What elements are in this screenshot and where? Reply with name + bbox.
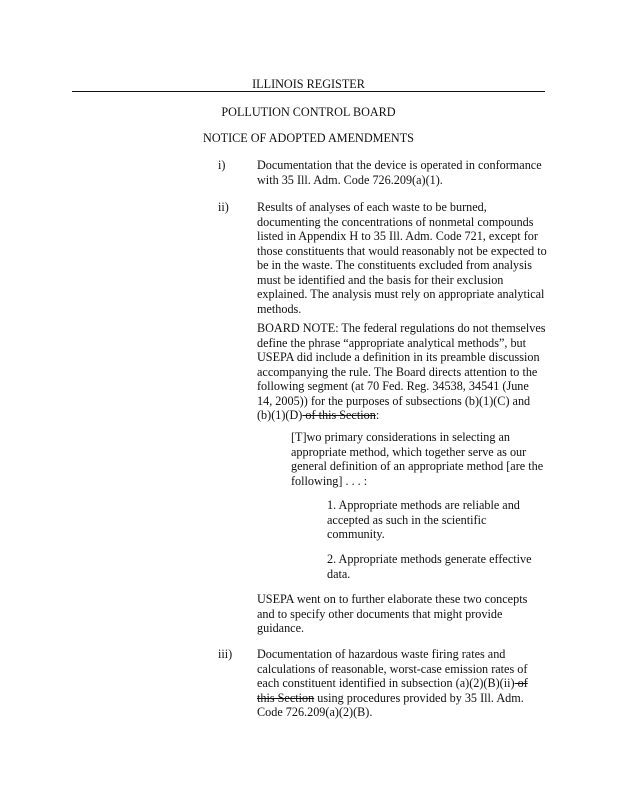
item-text: Results of analyses of each waste to be burned, documenting the concentrations of nonmetal compounds listed in Appendix H to 35 Ill. Adm. Code 721, except for those constituents that would reasonably not be expected to be in the waste. The constituents excluded from analysis must be identified and the basis for their exclusion explained. The analysis must rely on appropriate analytical methods. xyxy=(257,200,547,316)
board-note-text: BOARD NOTE: The federal regulations do not themselves define the phrase “appropriate analytical methods”, but USEPA did include a definition in its preamble discussion accompanying the rule. The Board directs attention to the following segment (at 70 Fed. Reg. 34538, 34541 (June 14, 2005)) for the purposes of subsections (b)(1)(C) and (b)(1)(D) xyxy=(257,321,546,422)
struck-text: of this Section xyxy=(257,676,528,705)
board-heading: POLLUTION CONTROL BOARD xyxy=(221,105,396,119)
item-marker: i) xyxy=(218,158,226,172)
board-note-paragraph xyxy=(257,321,547,423)
header-rule xyxy=(72,91,545,92)
item-marker: iii) xyxy=(218,647,233,661)
usepa-paragraph: USEPA went on to further elaborate these two concepts and to specify other documents that might provide guidance. xyxy=(257,592,528,635)
item-marker: ii) xyxy=(218,200,229,214)
notice-heading: NOTICE OF ADOPTED AMENDMENTS xyxy=(203,131,414,145)
item-text-part: Documentation of hazardous waste firing rates and calculations of reasonable, worst-case emission rates of each constituent identified in subsection (a)(2)(B)(ii) xyxy=(257,647,528,690)
quoted-point-1: 1. Appropriate methods are reliable and accepted as such in the scientific community. xyxy=(327,498,520,541)
quoted-point-2: 2. Appropriate methods generate effective data. xyxy=(327,552,532,581)
item-text xyxy=(257,647,548,720)
item-text-end: using procedures provided by 35 Ill. Adm. Code 726.209(a)(2)(B). xyxy=(257,690,524,719)
board-note-end: : xyxy=(375,408,380,422)
quoted-definition: [T]wo primary considerations in selecting an appropriate method, which together serve as our general definition of an appropriate method [are the following] . . . : xyxy=(291,430,544,488)
item-text: Documentation that the device is operated in conformance with 35 Ill. Adm. Code 726.209(a)(1). xyxy=(257,158,542,187)
register-header: ILLINOIS REGISTER xyxy=(252,77,365,91)
struck-text: of this Section xyxy=(302,408,376,422)
